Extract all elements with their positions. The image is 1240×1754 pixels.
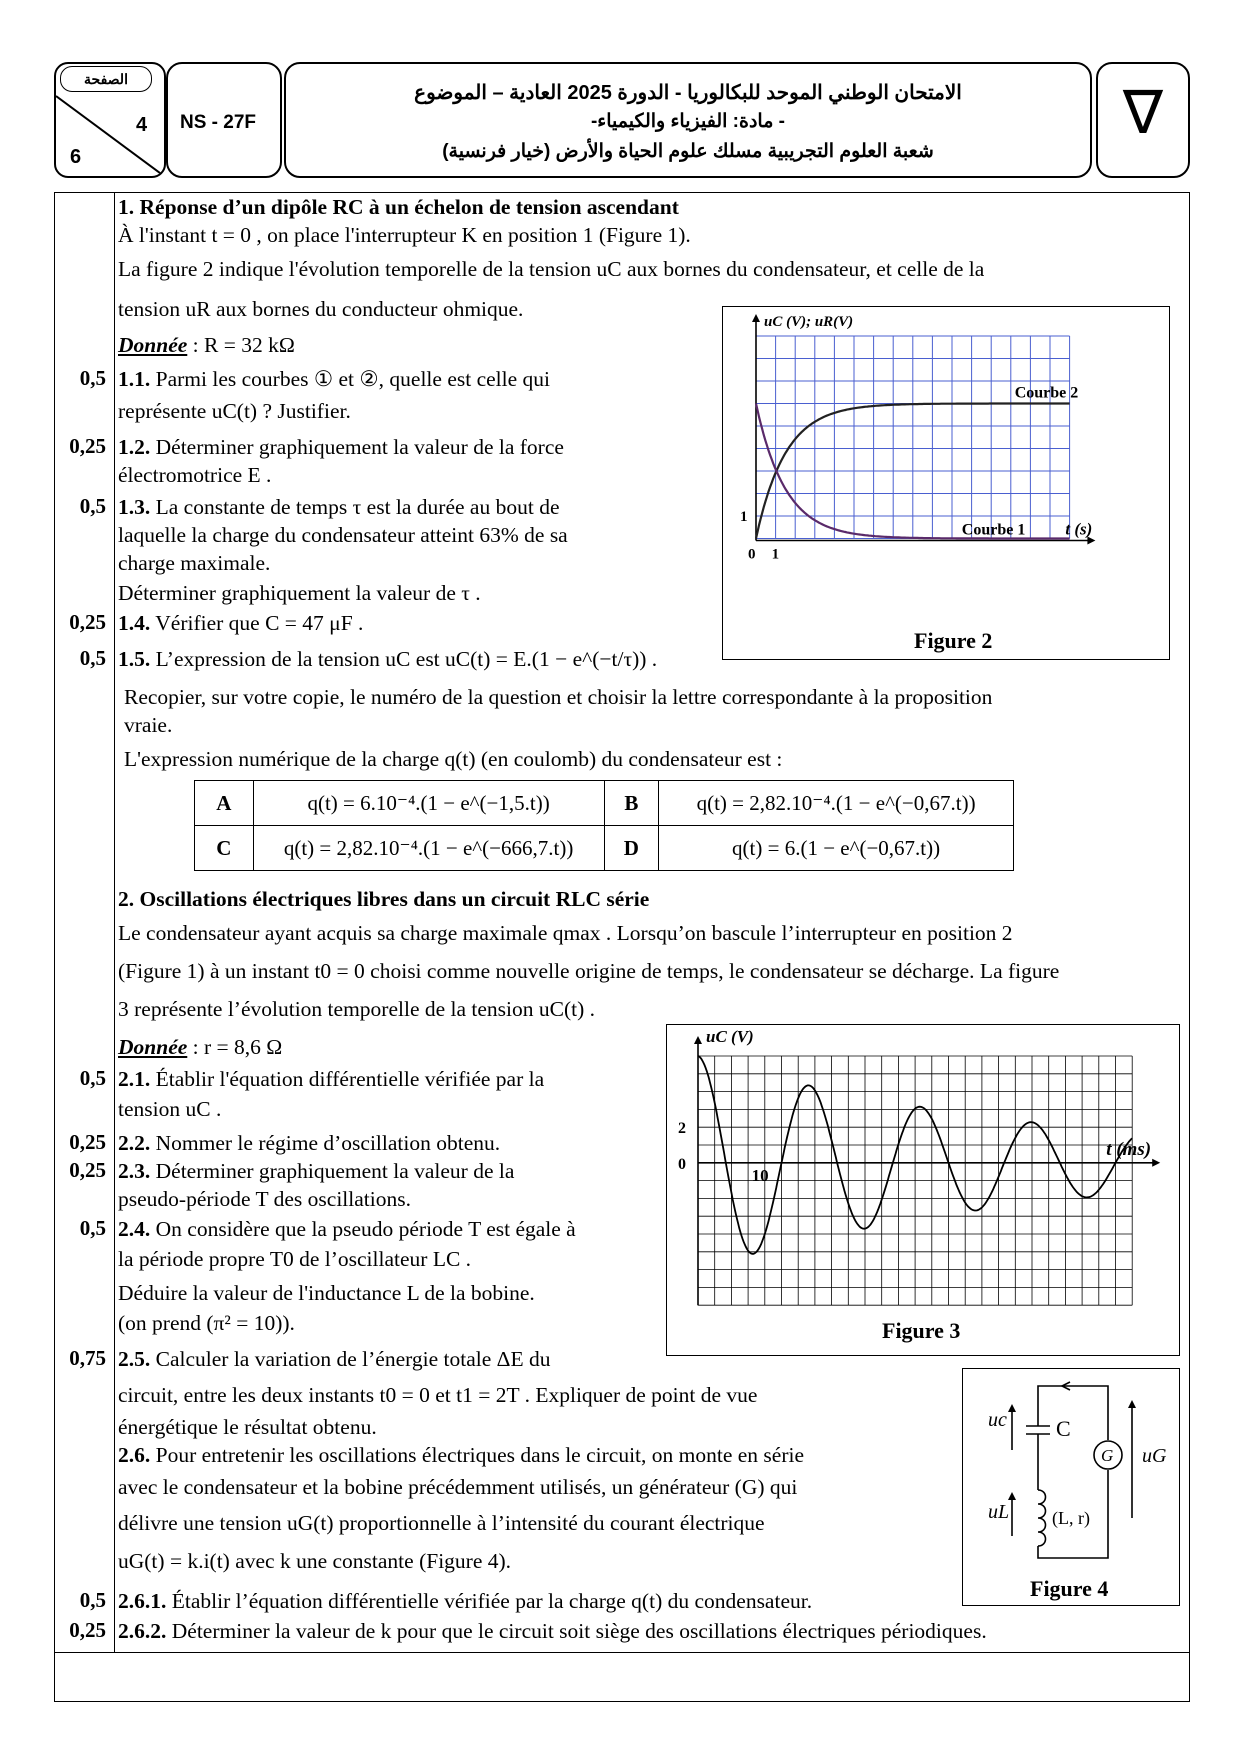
q2-4-line2: la période propre T0 de l’oscillateur LC . bbox=[118, 1247, 472, 1271]
bottom-divider bbox=[54, 1652, 1190, 1653]
points-1-4: 0,25 bbox=[69, 610, 106, 634]
q2-1: 2.1. Établir l'équation différentielle vérifiée par la bbox=[118, 1067, 545, 1091]
figure2-chart bbox=[722, 306, 1170, 616]
part1-heading: 1. Réponse d’un dipôle RC à un échelon de tension ascendant bbox=[118, 195, 679, 219]
part2-donnee bbox=[118, 1034, 282, 1060]
part1-intro3: tension uR aux bornes du conducteur ohmique. bbox=[118, 297, 524, 321]
donnee-label: Donnée bbox=[118, 333, 188, 357]
figure4-circuit bbox=[962, 1368, 1180, 1568]
q1-3-line4: Déterminer graphiquement la valeur de τ . bbox=[118, 581, 481, 605]
fig4-ul-label: uL bbox=[988, 1501, 1010, 1523]
choice-b-letter: B bbox=[604, 781, 659, 826]
q1-5-line4: L'expression numérique de la charge q(t) (en coulomb) du condensateur est : bbox=[124, 747, 783, 771]
part2-heading: 2. Oscillations électriques libres dans un circuit RLC série bbox=[118, 887, 650, 911]
fig2-ylabel: uC (V); uR(V) bbox=[764, 314, 854, 330]
part2-intro3: 3 représente l’évolution temporelle de la tension uC(t) . bbox=[118, 997, 596, 1021]
choice-c-expr: q(t) = 2,82.10⁻⁴.(1 − e^(−666,7.t)) bbox=[253, 826, 604, 871]
page-total: 6 bbox=[70, 146, 82, 168]
title-line3: شعبة العلوم التجريبية مسلك علوم الحياة والأرض (خيار فرنسية) bbox=[442, 141, 934, 162]
exam-title-box bbox=[284, 62, 1092, 178]
nabla-symbol: ∇ bbox=[1122, 79, 1164, 146]
q2-4-line4: (on prend (π² = 10)). bbox=[118, 1311, 295, 1335]
figure3-caption: Figure 3 bbox=[882, 1318, 961, 1343]
choices-table bbox=[194, 780, 1014, 871]
fig4-uc-label: uc bbox=[988, 1409, 1007, 1431]
points-1-1: 0,5 bbox=[79, 366, 106, 390]
choice-b-expr: q(t) = 2,82.10⁻⁴.(1 − e^(−0,67.t)) bbox=[659, 781, 1014, 826]
fig3-ylabel: uC (V) bbox=[706, 1027, 754, 1046]
q2-5: 2.5. Calculer la variation de l’énergie totale ΔE du bbox=[118, 1347, 551, 1371]
donnee2-value: : r = 8,6 Ω bbox=[192, 1035, 283, 1059]
q2-5-line2: circuit, entre les deux instants t0 = 0 et t1 = 2T . Expliquer de point de vue bbox=[118, 1383, 758, 1407]
q2-6-2: 2.6.2. Déterminer la valeur de k pour que le circuit soit siège des oscillations électriques périodiques. bbox=[118, 1619, 987, 1643]
q2-4: 2.4. On considère que la pseudo période T est égale à bbox=[118, 1217, 576, 1241]
q1-3-line3: charge maximale. bbox=[118, 551, 271, 575]
wire-top bbox=[1038, 1386, 1108, 1440]
q2-3: 2.3. Déterminer graphiquement la valeur de la bbox=[118, 1159, 515, 1183]
q1-5: 1.5. L’expression de la tension uC est uC(t) = E.(1 − e^(−t/τ)) . bbox=[118, 647, 658, 671]
figure4-caption: Figure 4 bbox=[1030, 1576, 1109, 1601]
q1-3: 1.3. La constante de temps τ est la durée au bout de bbox=[118, 495, 560, 519]
points-2-3: 0,25 bbox=[69, 1158, 106, 1182]
choice-d-letter: D bbox=[604, 826, 659, 871]
fig3-ytick: 2 bbox=[678, 1120, 686, 1138]
points-2-2: 0,25 bbox=[69, 1130, 106, 1154]
fig3-y-arrow bbox=[694, 1036, 702, 1044]
fig2-ytick: 1 bbox=[740, 509, 748, 525]
donnee-value: : R = 32 kΩ bbox=[192, 333, 295, 357]
exam-code-box bbox=[166, 62, 282, 178]
fig3-x-arrow bbox=[1152, 1159, 1160, 1167]
figure2-caption: Figure 2 bbox=[914, 628, 993, 653]
page-num: 4 bbox=[136, 114, 148, 136]
fig2-xlabel: t (s) bbox=[1065, 519, 1093, 539]
points-2-1: 0,5 bbox=[79, 1066, 106, 1090]
page-number-box bbox=[54, 62, 166, 178]
points-2-4: 0,5 bbox=[79, 1216, 106, 1240]
title-line1: الامتحان الوطني الموحد للبكالوريا - الدورة 2025 العادية – الموضوع bbox=[414, 82, 962, 104]
q1-2-line2: électromotrice E . bbox=[118, 463, 272, 487]
points-1-5: 0,5 bbox=[79, 646, 106, 670]
fig2-curve2-label: Courbe 2 bbox=[1014, 384, 1079, 402]
q1-5-line2: Recopier, sur votre copie, le numéro de la question et choisir la lettre correspondante à la proposition bbox=[124, 685, 993, 709]
q2-5-line3: énergétique le résultat obtenu. bbox=[118, 1415, 377, 1439]
choice-d-expr: q(t) = 6.(1 − e^(−0,67.t)) bbox=[659, 826, 1014, 871]
fig2-origin: 0 bbox=[748, 546, 756, 563]
q1-4: 1.4. Vérifier que C = 47 μF . bbox=[118, 611, 364, 635]
fig3-xtick: 10 bbox=[751, 1165, 769, 1185]
choice-a-expr: q(t) = 6.10⁻⁴.(1 − e^(−1,5.t)) bbox=[253, 781, 604, 826]
fig2-curve1-label: Courbe 1 bbox=[961, 521, 1026, 539]
exam-code: NS - 27F bbox=[180, 112, 257, 133]
q2-6-line4: uG(t) = k.i(t) avec k une constante (Figure 4). bbox=[118, 1549, 512, 1573]
part1-intro1: À l'instant t = 0 , on place l'interrupteur K en position 1 (Figure 1). bbox=[118, 223, 691, 247]
fig2-xtick: 1 bbox=[771, 546, 780, 563]
points-1-3: 0,5 bbox=[79, 494, 106, 518]
fig4-coil-label: (L, r) bbox=[1052, 1508, 1090, 1528]
part1-intro2: La figure 2 indique l'évolution temporelle de la tension uC aux bornes du condensateur, et celle de la bbox=[118, 257, 985, 281]
fig4-g-label: G bbox=[1101, 1446, 1114, 1465]
q1-5-line3: vraie. bbox=[124, 713, 173, 737]
part2-intro2: (Figure 1) à un instant t0 = 0 choisi comme nouvelle origine de temps, le condensateur se décharge. La figure bbox=[118, 959, 1060, 983]
points-2-5: 0,75 bbox=[69, 1346, 106, 1370]
fig3-origin: 0 bbox=[678, 1155, 686, 1173]
q2-6-line3: délivre une tension uG(t) proportionnelle à l’intensité du courant électrique bbox=[118, 1511, 765, 1535]
choice-a-letter: A bbox=[195, 781, 254, 826]
donnee2-label: Donnée bbox=[118, 1035, 188, 1059]
q2-6-1: 2.6.1. Établir l’équation différentielle vérifiée par la charge q(t) du condensateur. bbox=[118, 1589, 813, 1613]
title-line2: - مادة: الفيزياء والكيمياء- bbox=[590, 111, 786, 132]
points-2-6-2: 0,25 bbox=[69, 1618, 106, 1642]
q1-3-line2: laquelle la charge du condensateur atteint 63% de sa bbox=[118, 523, 568, 547]
page-label: الصفحة bbox=[60, 66, 152, 92]
fig4-c-label: C bbox=[1056, 1416, 1071, 1441]
part2-intro1: Le condensateur ayant acquis sa charge maximale qmax . Lorsqu’on bascule l’interrupteur en position 2 bbox=[118, 921, 1013, 945]
q1-1: 1.1. Parmi les courbes ① et ②, quelle est celle qui bbox=[118, 367, 551, 391]
part1-donnee bbox=[118, 332, 295, 358]
q2-6: 2.6. Pour entretenir les oscillations électriques dans le circuit, on monte en série bbox=[118, 1443, 805, 1467]
q1-1-line2: représente uC(t) ? Justifier. bbox=[118, 399, 351, 423]
fig3-xlabel: t (ms) bbox=[1106, 1138, 1152, 1160]
symbol-box bbox=[1096, 62, 1190, 178]
points-column-divider bbox=[114, 192, 115, 1652]
figure3-chart bbox=[666, 1024, 1180, 1324]
points-2-6-1: 0,5 bbox=[79, 1588, 106, 1612]
choice-c-letter: C bbox=[195, 826, 254, 871]
q1-2: 1.2. Déterminer graphiquement la valeur de la force bbox=[118, 435, 564, 459]
coil bbox=[1038, 1490, 1046, 1546]
q2-2: 2.2. Nommer le régime d’oscillation obtenu. bbox=[118, 1131, 501, 1155]
q2-6-line2: avec le condensateur et la bobine précédemment utilisés, un générateur (G) qui bbox=[118, 1475, 798, 1499]
q2-3-line2: pseudo-période T des oscillations. bbox=[118, 1187, 411, 1211]
q2-1-line2: tension uC . bbox=[118, 1097, 222, 1121]
q2-4-line3: Déduire la valeur de l'inductance L de la bobine. bbox=[118, 1281, 535, 1305]
fig2-y-arrow bbox=[752, 314, 760, 322]
fig4-ug-label: uG bbox=[1142, 1445, 1167, 1467]
points-1-2: 0,25 bbox=[69, 434, 106, 458]
